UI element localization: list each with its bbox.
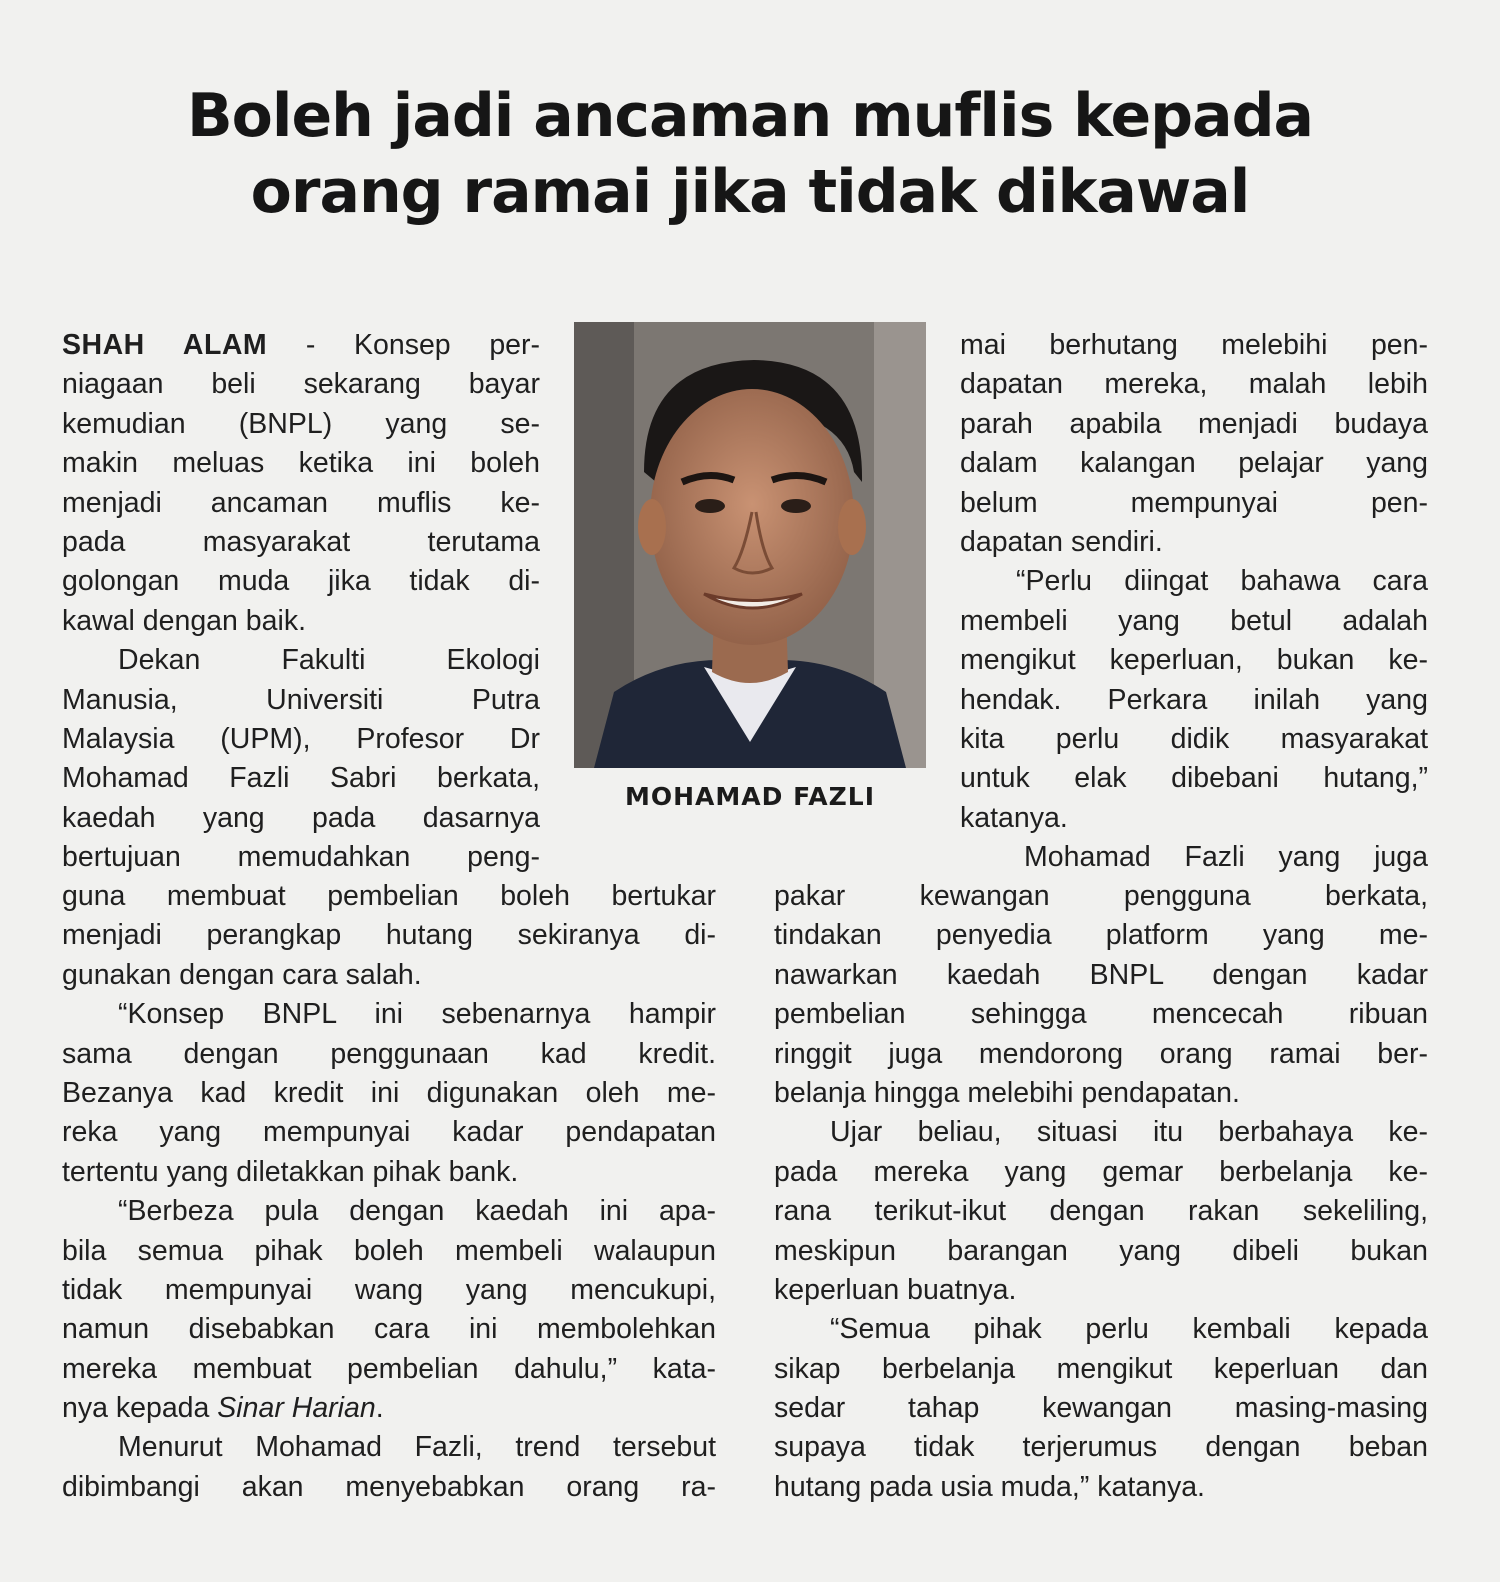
body-line: sedar tahap kewangan masing-masing [774, 1392, 1428, 1425]
body-line: bila semua pihak boleh membeli walaupun [62, 1234, 716, 1267]
body-line: Malaysia (UPM), Profesor Dr [62, 722, 540, 755]
body-line: Dekan Fakulti Ekologi [118, 644, 540, 677]
body-line: parah apabila menjadi budaya [960, 407, 1428, 440]
body-line: Mohamad Fazli Sabri berkata, [62, 762, 540, 795]
column-1 [62, 326, 540, 877]
body-line: dalam kalangan pelajar yang [960, 447, 1428, 480]
body-line: Menurut Mohamad Fazli, trend tersebut [118, 1431, 716, 1464]
photo-caption: MOHAMAD FAZLI [625, 782, 875, 811]
body-line: nya kepada [62, 1392, 210, 1425]
body-line: pembelian sehingga mencecah ribuan [774, 998, 1428, 1031]
body-line: namun disebabkan cara ini membolehkan [62, 1313, 716, 1346]
body-line: menjadi ancaman muflis ke- [62, 486, 540, 519]
body-line: sama dengan penggunaan kad kredit. [62, 1037, 716, 1070]
body-line: belum mempunyai pen- [960, 486, 1428, 519]
headline [0, 78, 1500, 230]
body-line: guna membuat pembelian boleh bertukar [62, 880, 716, 912]
body-line: belanja hingga melebihi pendapatan. [774, 1076, 1240, 1109]
body-line: dapatan sendiri. [960, 525, 1163, 558]
body-line: pada masyarakat terutama [62, 525, 540, 558]
column-3-wide [774, 877, 1428, 1507]
body-line: “Perlu diingat bahawa cara [1016, 565, 1428, 598]
publication-name: Sinar Harian [217, 1392, 376, 1425]
body-line: supaya tidak terjerumus dengan beban [774, 1431, 1428, 1464]
portrait-photo [574, 322, 926, 768]
body-line: “Berbeza pula dengan kaedah ini apa- [118, 1195, 716, 1228]
body-line: Manusia, Universiti Putra [62, 683, 540, 716]
body-line: sikap berbelanja mengikut keperluan dan [774, 1352, 1428, 1385]
body-line: mengikut keperluan, bukan ke- [960, 644, 1428, 677]
body-line: golongan muda jika tidak di- [62, 565, 540, 598]
body-line: hutang pada usia muda,” katanya. [774, 1470, 1205, 1503]
body-line: katanya. [960, 801, 1068, 834]
portrait-icon [574, 322, 926, 768]
body-line: “Konsep BNPL ini sebenarnya hampir [118, 998, 716, 1031]
body-line: tertentu yang diletakkan pihak bank. [62, 1155, 519, 1188]
body-line: gunakan dengan cara salah. [62, 958, 422, 991]
body-line: pada mereka yang gemar berbelanja ke- [774, 1155, 1428, 1188]
body-line: hendak. Perkara inilah yang [960, 683, 1428, 716]
body-line: dapatan mereka, malah lebih [960, 368, 1428, 401]
body-line: membeli yang betul adalah [960, 604, 1428, 637]
body-line: keperluan buatnya. [774, 1273, 1017, 1306]
body-line: bertujuan memudahkan peng- [62, 841, 540, 874]
body-line: reka yang mempunyai kadar pendapatan [62, 1116, 716, 1149]
body-line: Ujar beliau, situasi itu berbahaya ke- [830, 1116, 1428, 1149]
body-line: mai berhutang melebihi pen- [960, 329, 1428, 361]
body-line: niagaan beli sekarang bayar [62, 368, 540, 401]
body-line: tindakan penyedia platform yang me- [774, 919, 1428, 952]
body-line: rana terikut-ikut dengan rakan sekeliling, [774, 1195, 1428, 1228]
body-line: kita perlu didik masyarakat [960, 722, 1428, 755]
dateline: SHAH ALAM [62, 329, 268, 361]
column-1-wide: guna membuat pembelian boleh bertukar menjadi perangkap hutang sekiranya di- gunakan dengan cara salah. “Konsep BNPL ini sebenarnya hampir sama dengan penggunaan kad kredit. Bezanya kad kredit ini digunakan oleh me- reka yang mempunyai kadar pendapatan tertentu yang diletakkan pihak bank. “Berbeza pula dengan kaedah ini apa- bila semua pihak boleh membeli walaupun tidak mempunyai wang yang mencukupi, namun disebabkan cara ini membolehkan mereka membuat pembelian dahulu,” kata- nya kepada Sinar Harian. Menurut Mohamad Fazli, trend tersebut dibimbangi akan menyebabkan orang ra- [62, 877, 716, 1507]
body-line: pakar kewangan pengguna berkata, [774, 880, 1428, 912]
body-line: - Konsep per- [305, 329, 540, 361]
headline-line-1: Boleh jadi ancaman muflis kepada [186, 81, 1314, 151]
headline-line-2: orang ramai jika tidak dikawal [250, 157, 1250, 227]
body-line: ringgit juga mendorong orang ramai ber- [774, 1037, 1428, 1070]
body-line: kemudian (BNPL) yang se- [62, 407, 540, 440]
body-line: meskipun barangan yang dibeli bukan [774, 1234, 1428, 1267]
column-3 [960, 326, 1428, 877]
body-line: tidak mempunyai wang yang mencukupi, [62, 1273, 716, 1306]
body-line: dibimbangi akan menyebabkan orang ra- [62, 1470, 716, 1503]
body-line: “Semua pihak perlu kembali kepada [830, 1313, 1428, 1346]
body-line: menjadi perangkap hutang sekiranya di- [62, 919, 716, 952]
body-line: makin meluas ketika ini boleh [62, 447, 540, 480]
body-line: nawarkan kaedah BNPL dengan kadar [774, 958, 1428, 991]
body-line: mereka membuat pembelian dahulu,” kata- [62, 1352, 716, 1385]
body-line: kaedah yang pada dasarnya [62, 801, 540, 834]
body-line: Mohamad Fazli yang juga [1024, 841, 1428, 874]
body-line: kawal dengan baik. [62, 604, 307, 637]
body-line: untuk elak dibebani hutang,” [960, 762, 1428, 795]
body-line: Bezanya kad kredit ini digunakan oleh me- [62, 1076, 716, 1109]
